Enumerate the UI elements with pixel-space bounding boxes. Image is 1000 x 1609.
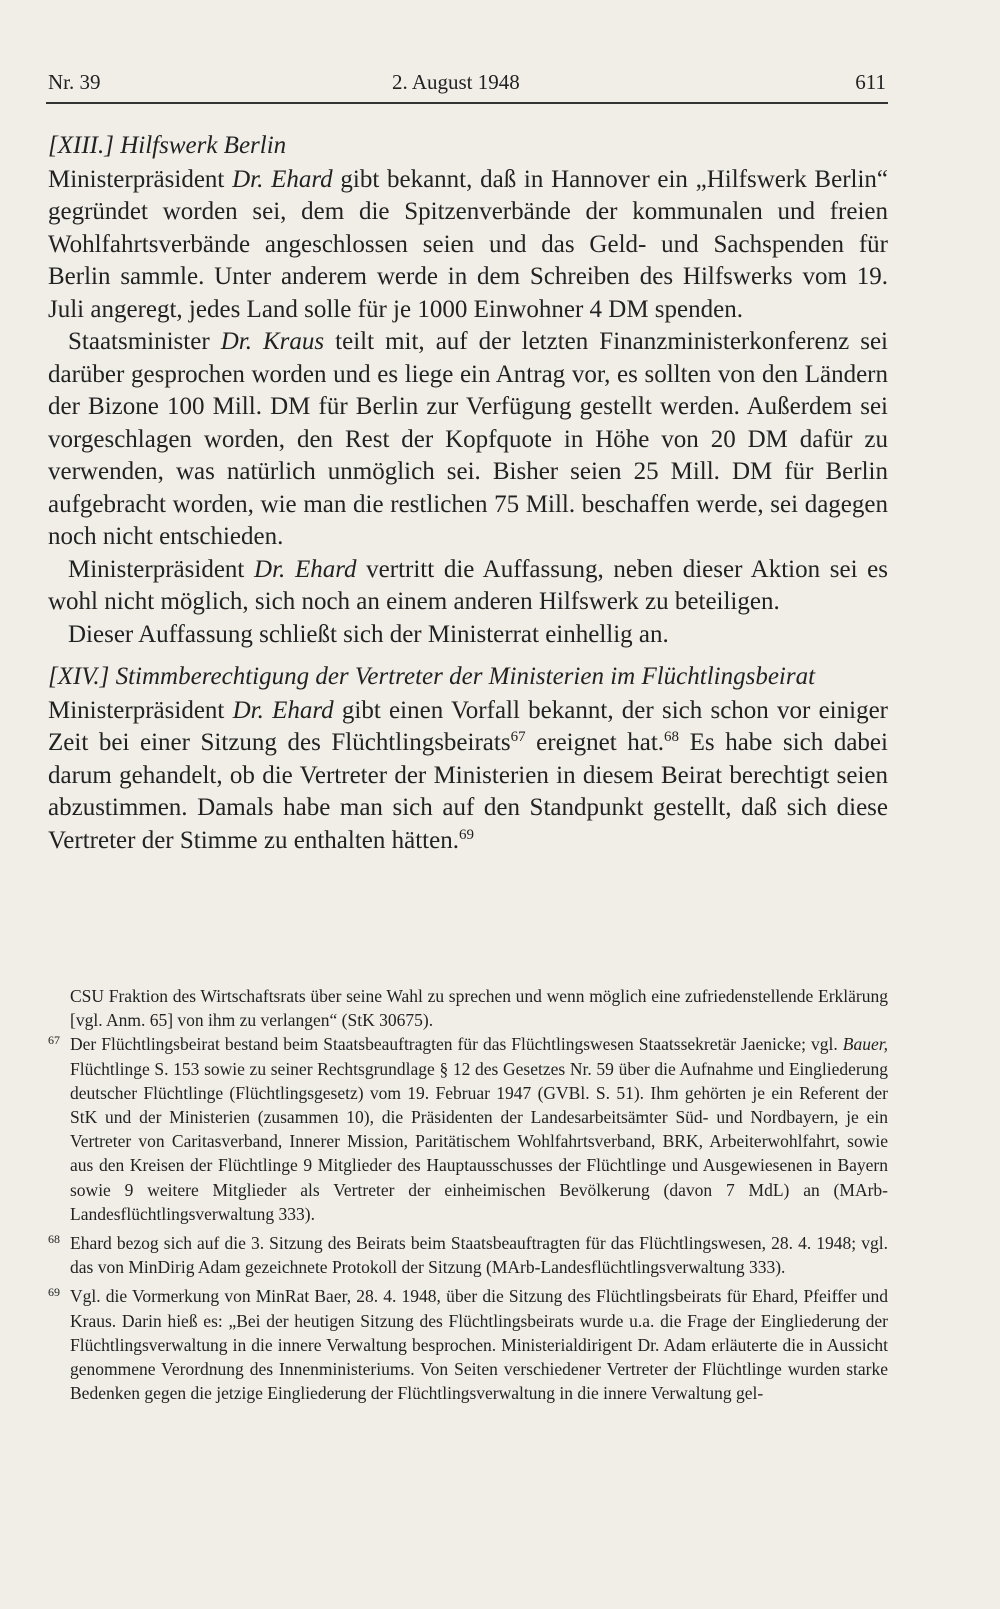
paragraph: Dieser Auffassung schließt sich der Ministerrat einhellig an. — [68, 620, 669, 648]
main-text — [48, 130, 888, 857]
paragraph: Staatsminister Dr. Kraus teilt mit, auf der letzten Finanzministerkonferenz sei darüber gesprochen worden und es liege ein Antrag vor, es sollten von den Ländern der Bizone 100 Mill. DM für Berlin zur Verfügung gestellt werden. Außerdem sei vorgeschlagen worden, den Rest der Kopfquote in Höhe von 20 DM dafür zu verwenden, was natürlich unmöglich sei. Bisher seien 25 Mill. DM für Berlin aufgebracht worden, wie man die restlichen 75 Mill. beschaffen werde, sei dagegen noch nicht entschieden. — [48, 328, 889, 550]
paragraph: Ministerpräsident Dr. Ehard gibt einen Vorfall bekannt, der sich schon vor einiger Zeit bei einer Sitzung des Flüchtlingsbeirats$^{67}$ ereignet hat.$^{68}$ Es habe sich dabei darum gehandelt, ob die Vertreter der Ministerien in diesem Beirat berechtigt seien abzustimmen. Damals habe man sich auf den Standpunkt gestellt, daß sich diese Vertreter der Stimme zu enthalten hätten.$^{69}$ — [48, 696, 888, 854]
footnote-number: 67 — [48, 1033, 60, 1048]
speaker-name: Kraus — [263, 328, 325, 355]
footnote-ref[interactable]: 67 — [510, 729, 526, 745]
footnote-69: 69 Vgl. die Vormerkung von MinRat Baer, 28. 4. 1948, über die Sitzung des Flüchtlingsbeirats für Ehard, Pfeiffer und Kraus. Darin hieß es: „Bei der heutigen Sitzung des Flüchtlingsbeirats wurde u.a. die Frage der Eingliederung der Flüchtlingsverwaltung in die innere Verwaltung besprochen. Ministerialdirigent Dr. Adam erläuterte die in Aussicht genommene Verordnung des Innenministeriums. Von Seiten verschiedener Vertreter der Flüchtlinge wurden starke Bedenken gegen die jetzige Eingliederung der Flüchtlingsverwaltung in die innere Verwaltung gel- — [48, 1284, 888, 1405]
running-header — [46, 68, 888, 104]
section-number: [XIV.] — [48, 663, 110, 690]
speaker-name: Ehard — [294, 555, 357, 583]
section-heading-xiv — [48, 661, 888, 694]
footnote-67: 67 Der Flüchtlingsbeirat bestand beim Staatsbeauftragten für das Flüchtlingswesen Staatssekretär Jaenicke; vgl. Bauer, Flüchtlinge S. 153 sowie zu seiner Rechtsgrundlage § 12 des Gesetzes Nr. 59 über die Aufnahme und Eingliederung deutscher Flüchtlinge (Flüchtlingsgesetz) vom 19. Februar 1947 (GVBl. S. 51). Ihm gehörten je ein Referent der StK und der Ministerien (zusammen 10), die Präsidenten der Landesarbeitsämter Süd- und Nordbayern, je ein Vertreter von Caritasverband, Innerer Mission, Paritätischem Wohlfahrtsverband, BRK, Arbeiterwohlfahrt, sowie aus den Kreisen der Flüchtlinge 9 Mitglieder des Hauptausschusses der Flüchtlinge und Ausgewiesenen in Bayern sowie 9 weitere Mitglieder als Vertreter der einheimischen Bevölkerung (davon 7 MdL) an (MArb-Landesflüchtlingsverwaltung 333). — [48, 1032, 888, 1226]
footnote-ref[interactable]: 69 — [458, 826, 474, 843]
document-number: Nr. 39 — [48, 70, 101, 94]
footnotes — [48, 984, 888, 1405]
section-title: Stimmberechtigung der Vertreter der Ministerien im Flüchtlingsbeirat — [115, 663, 816, 690]
page-number: 611 — [855, 70, 886, 94]
footnote-continuation: CSU Fraktion des Wirtschaftsrats über seine Wahl zu sprechen und wenn möglich eine zufriedenstellende Erklärung [vgl. Anm. 65] von ihm zu verlangen“ (StK 30675). — [70, 986, 888, 1031]
speaker-name: Ehard — [271, 165, 333, 193]
footnote-ref[interactable]: 68 — [664, 729, 680, 745]
footnote-number: 69 — [48, 1285, 60, 1300]
section-title: Hilfswerk Berlin — [120, 132, 287, 159]
paragraph: Ministerpräsident Dr. Ehard gibt bekannt, daß in Hannover ein „Hilfswerk Berlin“ gegründet worden sei, dem die Spitzenverbände der kommunalen und freien Wohlfahrtsverbände angeschlossen seien und das Geld- und Sachspenden für Berlin sammle. Unter anderem werde in dem Schreiben des Hilfswerks vom 19. Juli angeregt, jedes Land solle für je 1000 Einwohner 4 DM spenden. — [48, 165, 889, 323]
paragraph: Ministerpräsident Dr. Ehard vertritt die Auffassung, neben dieser Aktion sei es wohl nicht möglich, sich noch an einem anderen Hilfswerk zu beteiligen. — [48, 555, 889, 615]
header-date: 2. August 1948 — [392, 70, 520, 94]
speaker-name: Ehard — [272, 696, 334, 724]
footnote-68: 68 Ehard bezog sich auf die 3. Sitzung des Beirats beim Staatsbeauftragten für das Flüchtlingswesen, 28. 4. 1948; vgl. das von MinDirig Adam gezeichnete Protokoll der Sitzung (MArb-Landesflüchtlingsverwaltung 333). — [48, 1231, 888, 1279]
section-heading-xiii — [48, 130, 888, 163]
section-number: [XIII.] — [48, 132, 114, 159]
footnote-number: 68 — [48, 1232, 60, 1247]
